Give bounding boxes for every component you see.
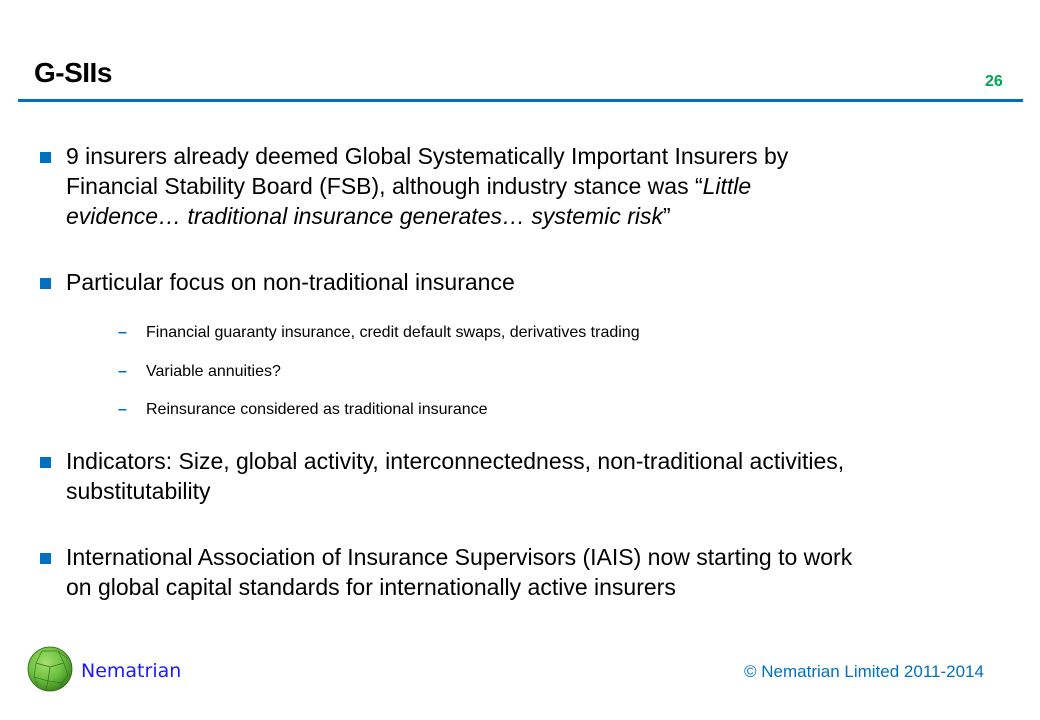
page-number: 26 — [985, 73, 1003, 90]
bullet-text-line: International Association of Insurance Supervisors (IAIS) now starting to work — [66, 544, 853, 570]
bullet-text-line: Indicators: Size, global activity, interconnectedness, non-traditional activities, — [66, 448, 845, 474]
bullet-text-line: substitutability — [66, 478, 211, 504]
dash-bullet-icon: – — [118, 401, 127, 418]
title-rule — [18, 99, 1023, 102]
sub-bullet-text: Variable annuities? — [146, 363, 281, 380]
square-bullet-icon — [40, 278, 51, 289]
dash-bullet-icon: – — [118, 324, 127, 341]
dash-bullet-icon: – — [118, 363, 127, 380]
quote-text: evidence… traditional insurance generates… systemic risk — [66, 203, 663, 229]
sub-bullet-text: Reinsurance considered as traditional insurance — [146, 401, 488, 418]
sub-bullet-text: Financial guaranty insurance, credit default swaps, derivatives trading — [146, 324, 640, 341]
square-bullet-icon — [40, 553, 51, 564]
quote-text: Little — [702, 173, 752, 199]
bullet-text: Particular focus on non-traditional insurance — [66, 269, 515, 295]
square-bullet-icon — [40, 152, 51, 163]
copyright-notice: © Nematrian Limited 2011-2014 — [744, 662, 984, 681]
brand-name: Nematrian — [81, 660, 182, 682]
nematrian-logo-icon — [26, 645, 74, 693]
square-bullet-icon — [40, 457, 51, 468]
bullet-text-line: Financial Stability Board (FSB), although industry stance was “ — [66, 173, 703, 199]
bullet-text-line: on global capital standards for internationally active insurers — [66, 574, 676, 600]
slide-title: G-SIIs — [34, 57, 112, 88]
bullet-text-line: 9 insurers already deemed Global Systematically Important Insurers by — [66, 143, 789, 169]
